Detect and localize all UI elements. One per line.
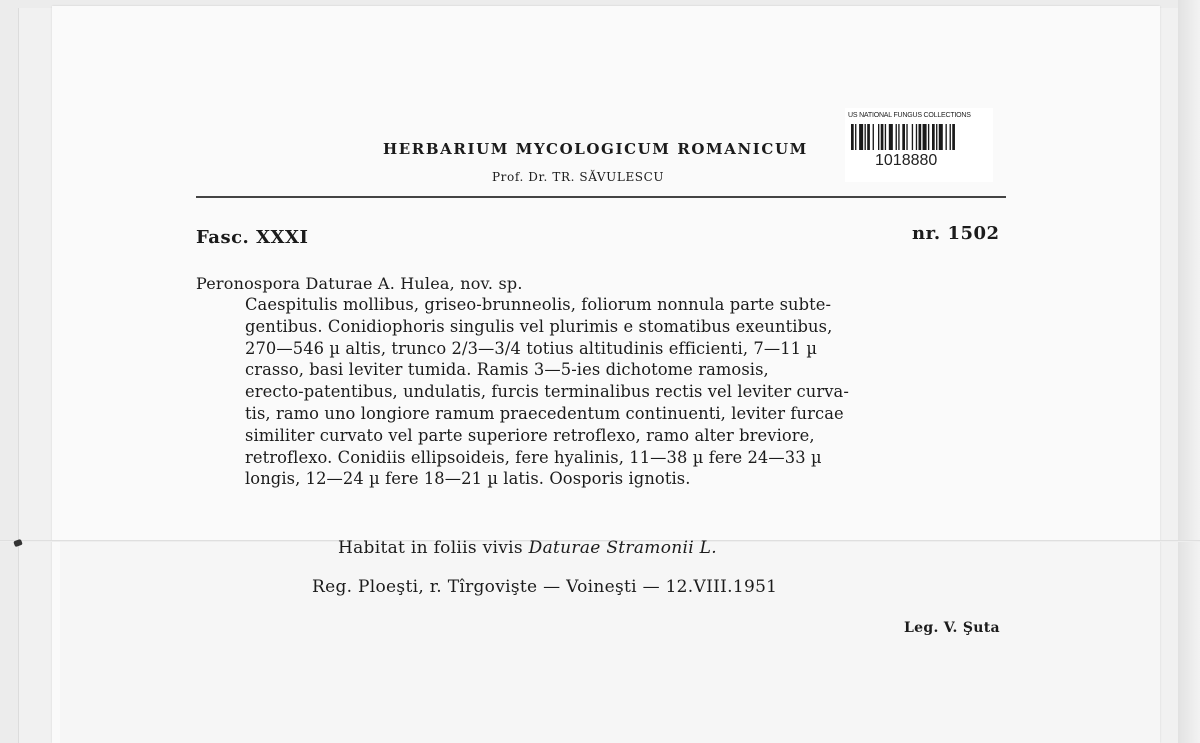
description-line: Caespitulis mollibus, griseo-brunneolis, foliorum nonnula parte subte- xyxy=(245,295,832,314)
sheet-edge xyxy=(1178,0,1200,743)
species-description xyxy=(245,294,1035,490)
habitat-line xyxy=(338,538,717,558)
collector-name: Leg. V. Şuta xyxy=(904,620,1000,636)
description-line: retroflexo. Conidiis ellipsoideis, fere hyalinis, 11—38 µ fere 24—33 µ xyxy=(245,447,822,467)
barcode-caption: US NATIONAL FUNGUS COLLECTIONS xyxy=(848,112,971,119)
description-line: 270—546 µ altis, trunco 2/3—3/4 totius altitudinis efficienti, 7—11 µ xyxy=(245,338,818,358)
barcode-sticker xyxy=(845,108,993,182)
locality-line: Reg. Ploeşti, r. Tîrgovişte — Voineşti — 12.VIII.1951 xyxy=(312,577,778,597)
description-line: longis, 12—24 µ fere 18—21 µ latis. Oosporis ignotis. xyxy=(245,469,691,489)
herbarium-editor: Prof. Dr. TR. SĂVULESCU xyxy=(492,170,665,184)
specimen-number: nr. 1502 xyxy=(912,223,1000,244)
header-rule xyxy=(196,196,1006,198)
herbarium-title: HERBARIUM MYCOLOGICUM ROMANICUM xyxy=(383,140,808,158)
description-line: erecto-patentibus, undulatis, furcis terminalibus rectis vel leviter curva- xyxy=(245,382,849,402)
barcode-number: 1018880 xyxy=(875,152,938,169)
description-line: similiter curvato vel parte superiore retroflexo, ramo alter breviore, xyxy=(245,425,815,445)
species-name: Peronospora Daturae A. Hulea, nov. sp. xyxy=(196,274,523,293)
label-lower-flap xyxy=(60,541,1160,743)
habitat-prefix: Habitat in foliis vivis xyxy=(338,538,523,558)
description-line: crasso, basi leviter tumida. Ramis 3—5-ies dichotome ramosis, xyxy=(245,360,769,380)
barcode-bars xyxy=(851,124,985,150)
description-line: gentibus. Conidiophoris singulis vel plurimis e stomatibus exeuntibus, xyxy=(245,316,833,336)
description-line: tis, ramo uno longiore ramum praecedentum continuenti, leviter furcae xyxy=(245,403,844,423)
host-plant: Daturae Stramonii L. xyxy=(528,538,717,558)
fascicle-number: Fasc. XXXI xyxy=(196,227,309,248)
